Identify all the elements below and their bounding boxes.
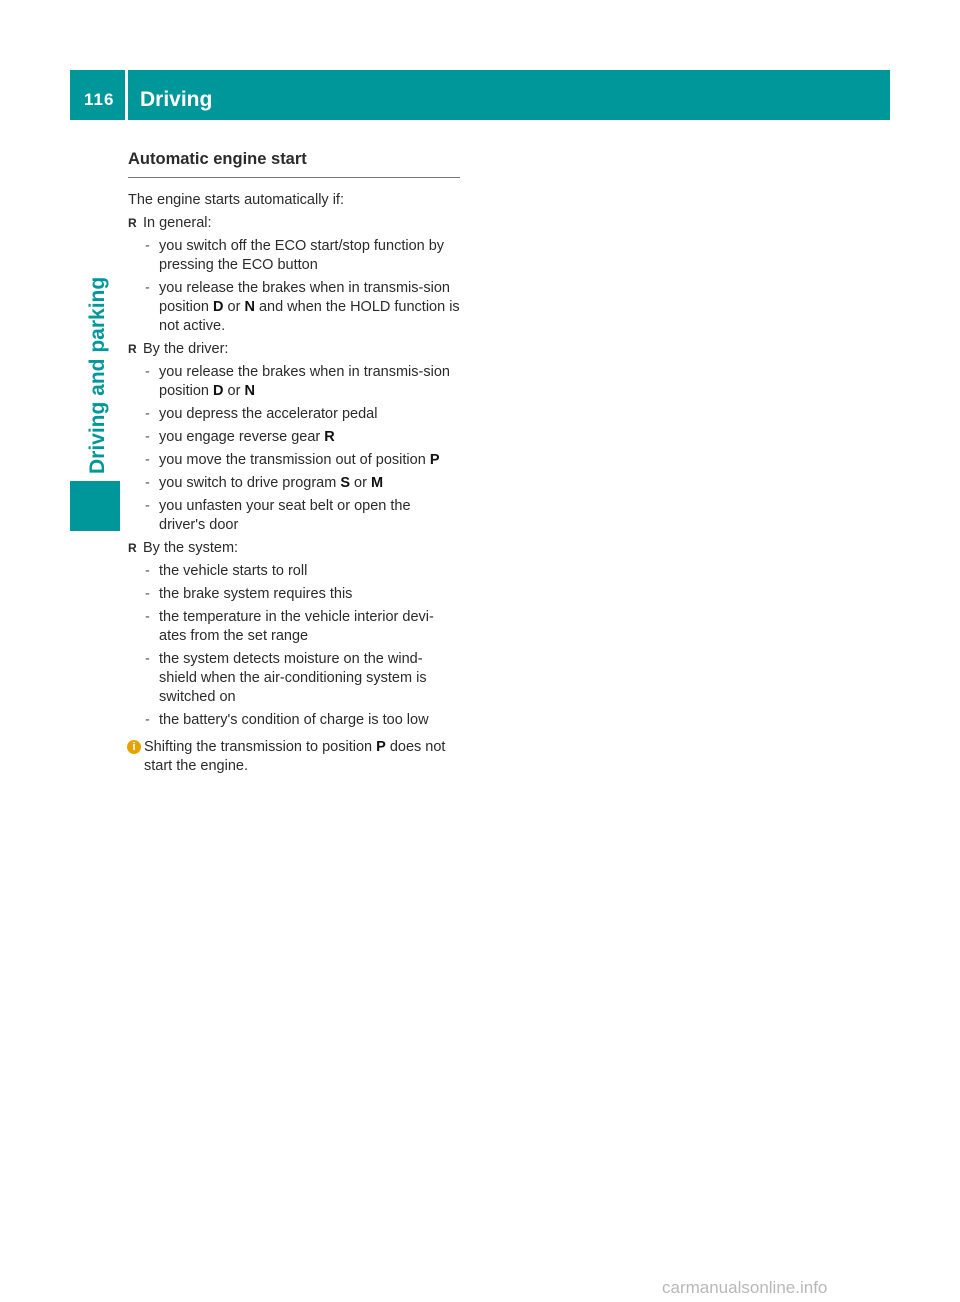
dash-icon: - — [145, 238, 150, 254]
page-number: 116 — [84, 90, 115, 109]
page-header — [70, 70, 890, 120]
position-label: P — [429, 452, 440, 468]
list-item — [128, 428, 460, 447]
bullet-group-driver — [128, 340, 460, 359]
dash-icon: - — [145, 280, 150, 296]
bullet-label: In general: — [143, 215, 212, 231]
dash-icon: - — [145, 452, 150, 468]
dash-icon: - — [145, 429, 150, 445]
list-item-text: you engage reverse gear — [159, 429, 325, 445]
position-label: P — [376, 739, 386, 755]
list-item — [128, 363, 460, 401]
main-content — [128, 150, 460, 776]
info-note-text: Shifting the transmission to position — [144, 739, 377, 755]
header-divider — [125, 70, 128, 120]
list-item-text: the brake system requires this — [159, 586, 353, 602]
program-label: S — [340, 475, 350, 491]
bullet-icon: R — [128, 342, 137, 356]
list-item — [128, 608, 460, 646]
list-item-text: you switch off the ECO start/stop function by pressing the ECO button — [159, 238, 445, 273]
dash-icon: - — [145, 586, 150, 602]
info-icon: i — [127, 740, 141, 754]
dash-icon: - — [145, 563, 150, 579]
list-item — [128, 451, 460, 470]
position-label: D — [213, 299, 224, 315]
list-item — [128, 237, 460, 275]
list-item — [128, 474, 460, 493]
side-tab-label: Driving and parking — [86, 276, 109, 474]
side-tab-marker — [70, 481, 120, 531]
list-item-text: or — [223, 383, 245, 399]
list-item-text: and when the HOLD function is not active. — [159, 299, 460, 334]
list-item — [128, 497, 460, 535]
list-item — [128, 650, 460, 707]
dash-icon: - — [145, 406, 150, 422]
list-item-text: you switch to drive program — [159, 475, 341, 491]
bullet-label: By the system: — [143, 540, 239, 556]
list-item-text: the vehicle starts to roll — [159, 563, 308, 579]
dash-icon: - — [145, 475, 150, 491]
list-item — [128, 711, 460, 730]
dash-icon: - — [145, 364, 150, 380]
bullet-group-general — [128, 214, 460, 233]
position-label: N — [244, 299, 255, 315]
list-item-text: you move the transmission out of position — [159, 452, 430, 468]
bullet-group-system — [128, 539, 460, 558]
list-item-text: you release the brakes when in transmis-sion position — [159, 364, 450, 399]
chapter-title: Driving — [140, 88, 213, 111]
dash-icon: - — [145, 498, 150, 514]
list-item-text: you unfasten your seat belt or open the driver's door — [159, 498, 411, 533]
list-item — [128, 562, 460, 581]
list-item — [128, 279, 460, 336]
list-item-text: you depress the accelerator pedal — [159, 406, 378, 422]
bullet-icon: R — [128, 216, 137, 230]
position-label: D — [213, 383, 224, 399]
bullet-label: By the driver: — [143, 341, 229, 357]
list-item-text: or — [350, 475, 371, 491]
section-title: Automatic engine start — [128, 150, 460, 178]
list-item-text: you release the brakes when in transmis-sion position — [159, 280, 450, 315]
list-item-text: the system detects moisture on the wind-shield when the air-conditioning system is switched on — [159, 651, 427, 705]
intro-text: The engine starts automatically if: — [128, 192, 344, 208]
position-label: N — [244, 383, 255, 399]
program-label: M — [370, 475, 384, 491]
dash-icon: - — [145, 651, 150, 667]
list-item — [128, 405, 460, 424]
info-note-text: does not start the engine. — [144, 739, 446, 774]
dash-icon: - — [145, 712, 150, 728]
bullet-icon: R — [128, 541, 137, 555]
list-item-text: the battery's condition of charge is too low — [159, 712, 429, 728]
list-item-text: the temperature in the vehicle interior devi-ates from the set range — [159, 609, 434, 644]
list-item-text: or — [223, 299, 245, 315]
footer-watermark: carmanualsonline.info — [662, 1278, 828, 1297]
dash-icon: - — [145, 609, 150, 625]
info-note — [128, 738, 460, 776]
gear-label: R — [324, 429, 335, 445]
list-item — [128, 585, 460, 604]
